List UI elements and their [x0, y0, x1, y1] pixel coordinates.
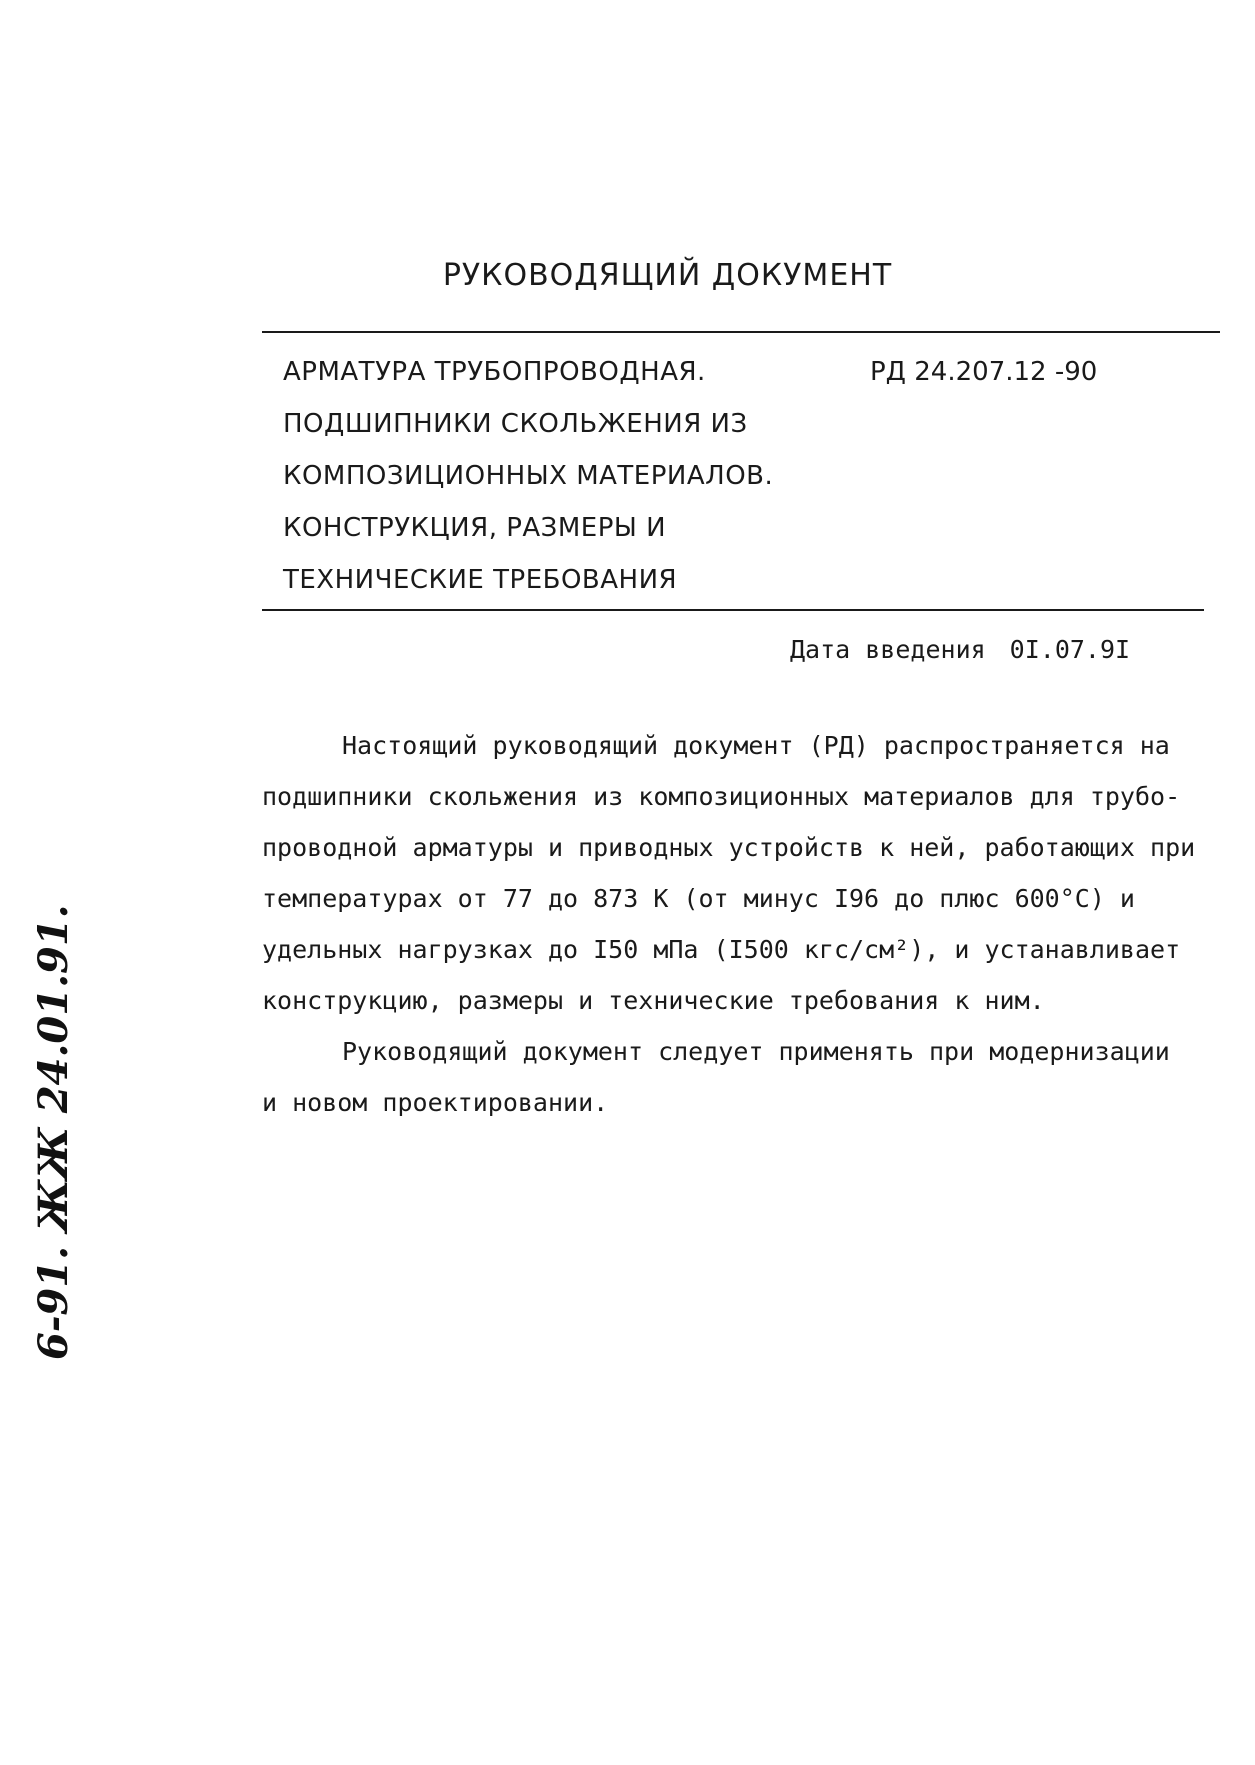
title-line: КОМПОЗИЦИОННЫХ МАТЕРИАЛОВ.	[283, 461, 774, 491]
document-title	[283, 346, 773, 606]
bottom-divider	[262, 609, 1204, 611]
paragraph-line: Руководящий документ следует применять при модернизации	[342, 1037, 1170, 1066]
paragraph-line: проводной арматуры и приводных устройств к ней, работающих при	[262, 833, 1196, 862]
paragraph-line: подшипники скольжения из композиционных материалов для трубо-	[262, 782, 1181, 811]
introduction-date	[790, 626, 1130, 674]
title-line: ПОДШИПНИКИ СКОЛЬЖЕНИЯ ИЗ	[283, 409, 748, 439]
paragraph-line: конструкцию, размеры и технические требования к ним.	[262, 986, 1045, 1015]
title-line: ТЕХНИЧЕСКИЕ ТРЕБОВАНИЯ	[283, 565, 678, 595]
paragraph-line: удельных нагрузках до I50 мПа (I500 кгс/см²), и устанавливает	[262, 935, 1181, 964]
paragraph-line: Настоящий руководящий документ (РД) распространяется на	[342, 731, 1170, 760]
document-code: РД 24.207.12 -90	[870, 357, 1098, 387]
body-text	[262, 720, 1222, 1128]
title-line: АРМАТУРА ТРУБОПРОВОДНАЯ.	[283, 357, 706, 387]
paragraph-line: и новом проектировании.	[262, 1088, 609, 1117]
introduction-date-value: 0I.07.9I	[1009, 635, 1131, 664]
top-divider	[262, 331, 1220, 333]
document-type-heading: РУКОВОДЯЩИЙ ДОКУМЕНТ	[442, 258, 893, 293]
title-line: КОНСТРУКЦИЯ, РАЗМЕРЫ И	[283, 513, 667, 543]
handwritten-margin-note: 6-91. ЖЖ 24.01.91.	[30, 904, 77, 1360]
introduction-date-label: Дата введения	[790, 635, 986, 664]
paragraph-line: температурах от 77 до 873 К (от минус I96 до плюс 600°С) и	[262, 884, 1135, 913]
